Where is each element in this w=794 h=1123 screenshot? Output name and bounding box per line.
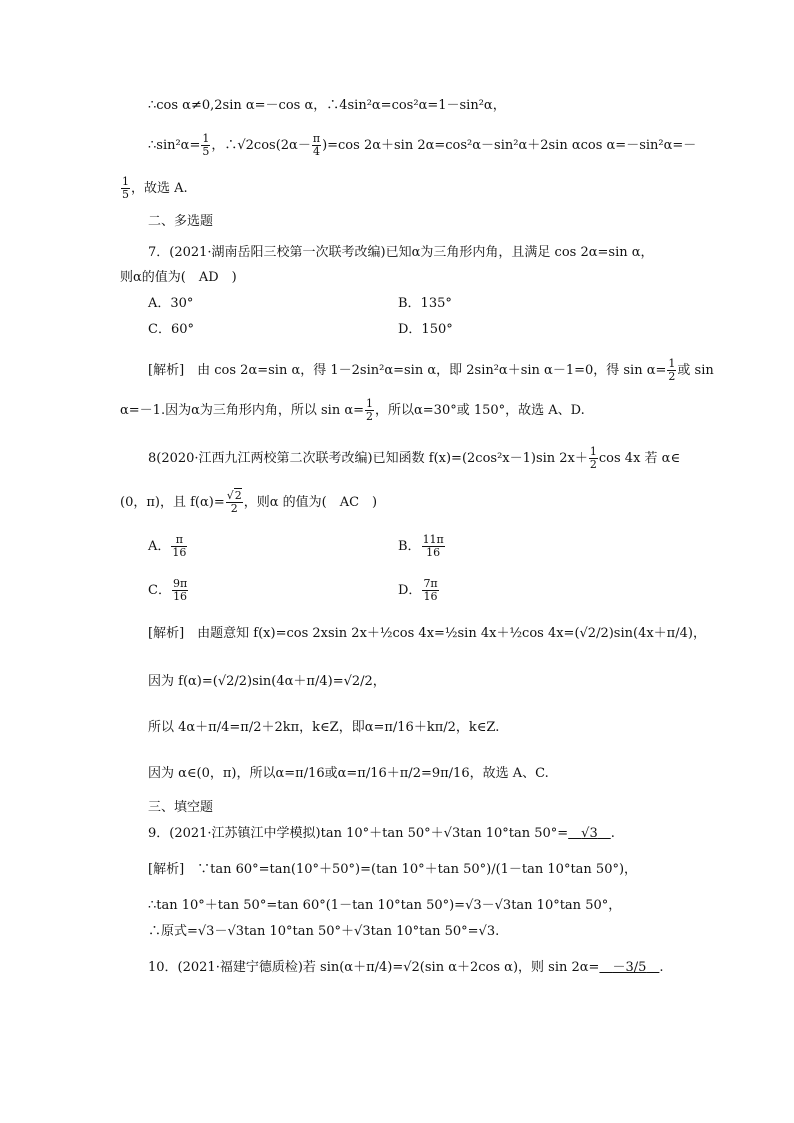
denominator: 5 — [122, 188, 129, 201]
answer-blank — [599, 960, 659, 975]
denominator: 5 — [202, 145, 210, 158]
fraction — [589, 446, 598, 471]
question-9: 9．(2021·江苏镇江中学模拟)tan 10°＋tan 50°＋√3tan 10°tan 50°= √3 . — [148, 826, 615, 841]
fraction — [422, 578, 438, 603]
fraction — [365, 398, 374, 423]
text: ，∴√2cos(2α－ — [211, 138, 311, 153]
q7-solution-2 — [120, 398, 585, 423]
q8-solution-4: 因为 α∈(0，π)，所以α=π/16或α=π/16＋π/2=9π/16，故选 A、C. — [148, 766, 549, 781]
q9-solution-2: ∴tan 10°＋tan 50°=tan 60°(1－tan 10°tan 50°)=√3－√3tan 10°tan 50°， — [148, 898, 622, 913]
q8-option-d — [398, 578, 440, 603]
text: (0，π)，且 f(α)= — [120, 495, 225, 510]
fraction — [667, 358, 676, 383]
text: 9．(2021·江苏镇江中学模拟)tan 10°＋tan 50°＋√3tan 10°tan 50°= — [148, 826, 569, 841]
text: cos 4x 若 α∈ — [598, 451, 681, 466]
denominator: 2 — [668, 370, 676, 383]
question-7-prompt: 则α的值为( AD ) — [120, 270, 237, 285]
q8-solution-2: 因为 f(α)=(√2/2)sin(4α＋π/4)=√2/2， — [148, 674, 386, 689]
solution-line-1: ∴cos α≠0,2sin α=－cos α，∴4sin²α=cos²α=1－sin²α， — [148, 98, 506, 113]
text: ，所以α=30°或 150°，故选 A、D. — [375, 403, 585, 418]
question-7-stem: 7．(2021·湖南岳阳三校第一次联考改编)已知α为三角形内角，且满足 cos 2α=sin α， — [148, 245, 654, 260]
label: C． — [148, 583, 171, 598]
numerator: √2 — [226, 489, 242, 502]
numerator: 1 — [122, 175, 129, 188]
denominator: 2 — [366, 410, 373, 423]
numerator: 1 — [668, 357, 676, 370]
numerator: π — [312, 132, 321, 145]
answer-blank — [568, 826, 611, 841]
numerator: 9π — [172, 577, 188, 590]
q7-option-b: B．135° — [398, 296, 452, 311]
q8-solution-1: [解析] 由题意知 f(x)=cos 2xsin 2x＋½cos 4x=½sin 4x＋½cos 4x=(√2/2)sin(4x＋π/4)， — [148, 626, 706, 641]
denominator: 16 — [173, 590, 188, 603]
denominator: 16 — [172, 546, 187, 559]
numerator: π — [171, 534, 187, 547]
question-8-prompt — [120, 490, 377, 515]
label: D． — [398, 583, 422, 598]
fraction — [201, 133, 210, 158]
fraction — [422, 534, 445, 559]
text: 10．(2021·福建宁德质检)若 sin(α＋π/4)=√2(sin α＋2cos α)，则 sin 2α= — [148, 960, 600, 975]
q7-option-c: C．60° — [148, 322, 194, 337]
q9-solution-1: [解析] ∵tan 60°=tan(10°＋50°)=(tan 10°＋tan 50°)/(1－tan 10°tan 50°)， — [148, 862, 638, 877]
question-10: 10．(2021·福建宁德质检)若 sin(α＋π/4)=√2(sin α＋2cos α)，则 sin 2α= －3/5 . — [148, 960, 664, 975]
q8-option-c — [148, 578, 189, 603]
denominator: 4 — [312, 145, 320, 158]
text: α=－1.因为α为三角形内角，所以 sin α= — [120, 403, 364, 418]
numerator: 1 — [202, 132, 210, 145]
q8-solution-3: 所以 4α＋π/4=π/2＋2kπ，k∈Z，即α=π/16＋kπ/2，k∈Z. — [148, 720, 500, 735]
text: ，故选 A. — [131, 181, 188, 196]
denominator: 2 — [230, 502, 238, 515]
question-8-stem — [148, 446, 680, 471]
numerator: 1 — [366, 397, 373, 410]
denominator: 2 — [589, 458, 597, 471]
numerator: 1 — [589, 445, 597, 458]
fraction — [121, 176, 130, 201]
q7-solution-1 — [148, 358, 714, 383]
denominator: 16 — [423, 590, 438, 603]
fraction — [171, 534, 187, 559]
q9-solution-3: ∴原式=√3－√3tan 10°tan 50°＋√3tan 10°tan 50°=√3. — [148, 924, 500, 939]
denominator: 16 — [426, 546, 441, 559]
text: 8(2020·江西九江两校第二次联考改编)已知函数 f(x)=(2cos²x－1)sin 2x＋ — [148, 451, 588, 466]
q7-option-d: D．150° — [398, 322, 453, 337]
fraction — [312, 133, 321, 158]
solution-line-2 — [148, 133, 696, 158]
text: [解析] 由 cos 2α=sin α，得 1－2sin²α=sin α，即 2sin²α＋sin α－1=0，得 sin α= — [148, 363, 667, 378]
q8-option-a — [148, 534, 188, 559]
numerator: 7π — [423, 577, 438, 590]
text: 或 sin — [677, 363, 714, 378]
fraction — [172, 578, 188, 603]
fraction — [226, 490, 243, 515]
numerator: 11π — [422, 533, 444, 546]
label: A． — [148, 539, 171, 554]
section-fill-blank: 三、填空题 — [148, 800, 214, 815]
answer: －3/5 — [612, 960, 647, 975]
text: ，则α 的值为( AC ) — [243, 495, 378, 510]
label: B． — [398, 539, 421, 554]
q7-option-a: A．30° — [148, 296, 194, 311]
solution-line-3 — [120, 176, 188, 201]
text: )=cos 2α＋sin 2α=cos²α－sin²α＋2sin αcos α=－sin²α=－ — [322, 138, 697, 153]
section-multiple-choice: 二、多选题 — [148, 214, 214, 229]
q8-option-b — [398, 534, 446, 559]
answer: √3 — [581, 826, 598, 841]
text: ∴sin²α= — [148, 138, 201, 153]
